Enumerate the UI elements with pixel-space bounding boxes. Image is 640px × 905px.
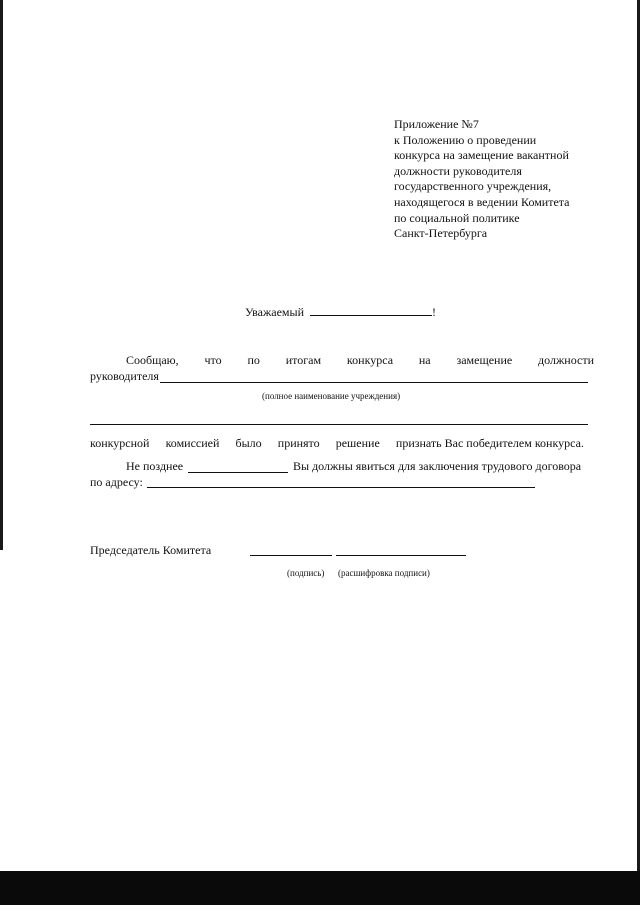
paragraph-word: конкурса [346, 353, 394, 367]
manager-label: руководителя [90, 369, 159, 383]
salutation-suffix: ! [432, 305, 436, 319]
appendix-line: должности руководителя [394, 163, 522, 178]
paragraph-word: что [204, 353, 222, 367]
appendix-line: государственного учреждения, [394, 179, 552, 194]
appendix-line: Санкт-Петербурга [394, 226, 488, 241]
paragraph-word: конкурсной [90, 436, 150, 450]
paragraph-word: Сообщаю, [126, 353, 179, 367]
institution-caption: (полное наименование учреждения) [262, 391, 401, 401]
appendix-line: конкурса на замещение вакантной [394, 148, 569, 163]
salutation-prefix: Уважаемый [245, 305, 304, 319]
scan-bottom-border [0, 871, 640, 905]
paragraph-word: решение [335, 436, 380, 450]
appendix-line: к Положению о проведении [394, 132, 537, 147]
institution-name-blank[interactable] [160, 381, 588, 383]
institution-name-blank-2[interactable] [90, 423, 588, 425]
recipient-name-blank[interactable] [310, 305, 432, 316]
address-blank[interactable] [147, 486, 535, 488]
paragraph-word: комиссией [165, 436, 220, 450]
signature-title: Председатель Комитета [90, 543, 212, 557]
signature-caption: (подпись) [287, 568, 325, 578]
paragraph-1-line-1 [90, 353, 594, 368]
signature-decode-caption: (расшифровка подписи) [338, 568, 430, 578]
appendix-line: Приложение №7 [394, 117, 479, 131]
paragraph-word: на [418, 353, 431, 367]
paragraph-word: замещение [456, 353, 513, 367]
signature-decode-blank[interactable] [336, 554, 466, 556]
paragraph-1-line-2 [90, 369, 159, 384]
paragraph-word: было [235, 436, 262, 450]
paragraph-word: итогам [285, 353, 322, 367]
salutation [245, 305, 436, 320]
signature-blank[interactable] [250, 554, 332, 556]
scan-edge-left [0, 0, 3, 550]
address-label: по адресу: [90, 475, 143, 489]
paragraph-word: должности [538, 353, 594, 367]
paragraph-word: признать Вас победителем конкурса. [395, 436, 584, 450]
appendix-line: по социальной политике [394, 210, 520, 225]
deadline-date-blank[interactable] [188, 471, 288, 473]
deadline-suffix: Вы должны явиться для заключения трудового договора [293, 459, 582, 473]
appendix-line: находящегося в ведении Комитета [394, 194, 570, 209]
deadline-prefix: Не позднее [126, 459, 184, 473]
paragraph-word: принято [277, 436, 320, 450]
paragraph-word: по [247, 353, 260, 367]
appendix-header [394, 117, 614, 242]
paragraph-2 [90, 436, 584, 451]
